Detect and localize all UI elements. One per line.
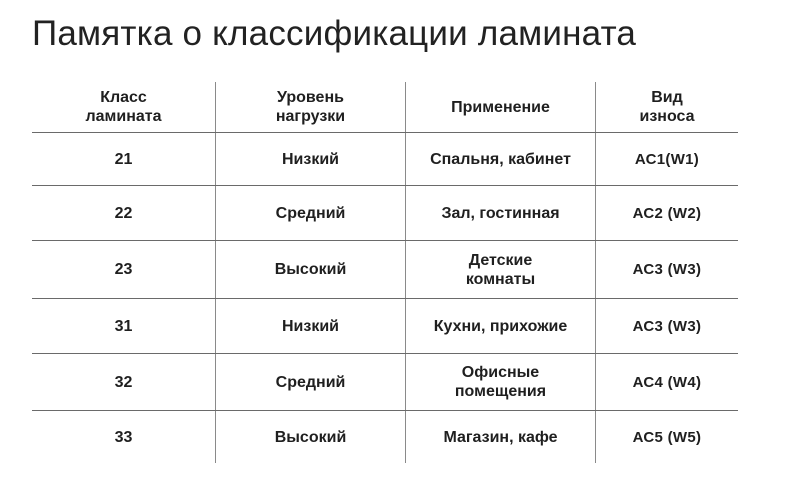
header-class: Класс ламината bbox=[32, 82, 216, 132]
cell-class: 32 bbox=[32, 354, 216, 410]
cell-wear: АС3 (W3) bbox=[632, 261, 702, 278]
cell-usage: Детские комнаты bbox=[406, 241, 596, 298]
cell-wear: АС5 (W5) bbox=[632, 428, 702, 446]
table-row bbox=[32, 241, 738, 299]
cell-usage: Зал, гостинная bbox=[406, 186, 596, 240]
cell-wear: АС1(W1) bbox=[634, 150, 700, 168]
cell-usage: Магазин, кафе bbox=[406, 411, 596, 463]
cell-usage: Офисные помещения bbox=[406, 354, 596, 410]
cell-wear: АС3 (W3) bbox=[632, 317, 702, 335]
table-row bbox=[32, 299, 738, 354]
cell-load: Средний bbox=[216, 186, 406, 240]
cell-class: 21 bbox=[32, 133, 216, 185]
table-row bbox=[32, 133, 738, 186]
cell-usage: Спальня, кабинет bbox=[406, 133, 596, 185]
table-row bbox=[32, 186, 738, 241]
cell-load: Средний bbox=[216, 354, 406, 410]
table-header-row bbox=[32, 82, 738, 133]
cell-class: 22 bbox=[32, 186, 216, 240]
table-row bbox=[32, 354, 738, 411]
page-title: Памятка о классификации ламината bbox=[32, 14, 637, 53]
cell-load: Низкий bbox=[216, 299, 406, 353]
header-wear: Вид износа bbox=[639, 89, 695, 125]
cell-load: Низкий bbox=[216, 133, 406, 185]
cell-wear: АС4 (W4) bbox=[632, 373, 702, 391]
header-usage: Применение bbox=[406, 82, 596, 132]
cell-load: Высокий bbox=[216, 241, 406, 298]
cell-usage: Кухни, прихожие bbox=[406, 299, 596, 353]
cell-class: 23 bbox=[32, 241, 216, 298]
laminate-classification-table bbox=[32, 82, 738, 463]
cell-class: 33 bbox=[32, 411, 216, 463]
cell-class: 31 bbox=[32, 299, 216, 353]
header-load: Уровень нагрузки bbox=[216, 82, 406, 132]
table-row bbox=[32, 411, 738, 463]
cell-wear: АС2 (W2) bbox=[632, 204, 702, 222]
cell-load: Высокий bbox=[216, 411, 406, 463]
